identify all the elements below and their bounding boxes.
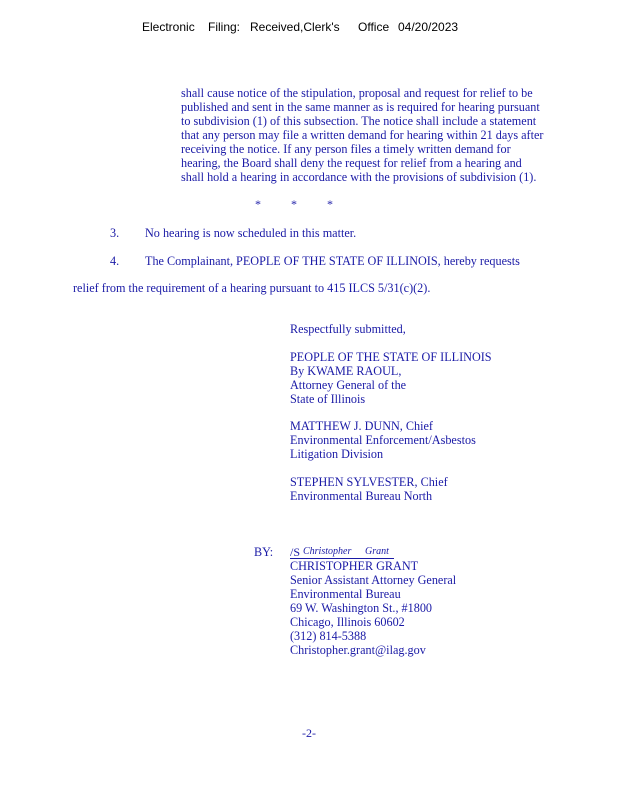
signature-line-underscore — [290, 545, 394, 559]
signature-line: Chicago, Illinois 60602 — [290, 615, 405, 629]
signature-line: Environmental Bureau — [290, 587, 401, 601]
sig-prefix: /S — [290, 545, 301, 559]
header-filing: Filing: — [208, 20, 241, 34]
quote-line: receiving the notice. If any person files a timely written demand for — [181, 142, 511, 156]
signature-line: Environmental Enforcement/Asbestos — [290, 433, 476, 447]
signature-line: MATTHEW J. DUNN, Chief — [290, 419, 433, 433]
ellipsis-star: * — [291, 197, 297, 211]
statute-quote — [181, 86, 591, 184]
signature-block-ag — [290, 350, 492, 406]
header-received: Received,Clerk's — [250, 20, 340, 34]
paragraph-3-number: 3. — [110, 226, 120, 240]
quote-line: shall cause notice of the stipulation, proposal and request for relief to be — [181, 86, 533, 100]
signature-line: STEPHEN SYLVESTER, Chief — [290, 475, 448, 489]
quote-line: shall hold a hearing in accordance with the provisions of subdivision (1). — [181, 170, 537, 184]
header-date: 04/20/2023 — [398, 20, 459, 34]
header-electronic: Electronic — [142, 20, 195, 34]
signature-block-division — [290, 419, 476, 461]
signature-line: Litigation Division — [290, 447, 384, 461]
signature-line: Senior Assistant Attorney General — [290, 573, 457, 587]
header-office: Office — [358, 20, 390, 34]
sig-last: Grant — [365, 546, 389, 557]
signature-line: Attorney General of the — [290, 378, 407, 392]
signature-line: Environmental Bureau North — [290, 489, 433, 503]
signature-line: CHRISTOPHER GRANT — [290, 559, 419, 573]
signature-line: By KWAME RAOUL, — [290, 364, 402, 378]
page-number: -2- — [302, 726, 316, 740]
paragraph-4-number: 4. — [110, 254, 120, 268]
signature-email[interactable]: Christopher.grant@ilag.gov — [290, 643, 426, 657]
quote-line: to subdivision (1) of this subsection. The notice shall include a statement — [181, 114, 537, 128]
paragraph-4-continuation: relief from the requirement of a hearing pursuant to 415 ILCS 5/31(c)(2). — [73, 281, 431, 295]
paragraph-3-text: No hearing is now scheduled in this matter. — [145, 226, 357, 240]
signature-line: PEOPLE OF THE STATE OF ILLINOIS — [290, 350, 492, 364]
sig-first: Christopher — [303, 546, 352, 557]
ellipsis-star: * — [327, 197, 333, 211]
signature-block-bureau — [290, 475, 448, 503]
signature-line: 69 W. Washington St., #1800 — [290, 601, 433, 615]
paragraph-4-text: The Complainant, PEOPLE OF THE STATE OF ILLINOIS, hereby requests — [145, 254, 520, 268]
quote-line: published and sent in the same manner as is required for hearing pursuant — [181, 100, 540, 114]
signature-block-signer — [290, 559, 456, 657]
ellipsis-star: * — [255, 197, 261, 211]
quote-line: that any person may file a written demand for hearing within 21 days after — [181, 128, 544, 142]
signature-line: (312) 814-5388 — [290, 629, 367, 643]
quote-line: hearing, the Board shall deny the request for relief from a hearing and — [181, 156, 522, 170]
closing: Respectfully submitted, — [290, 322, 406, 336]
signature-line: State of Illinois — [290, 392, 366, 406]
by-label: BY: — [254, 545, 274, 559]
